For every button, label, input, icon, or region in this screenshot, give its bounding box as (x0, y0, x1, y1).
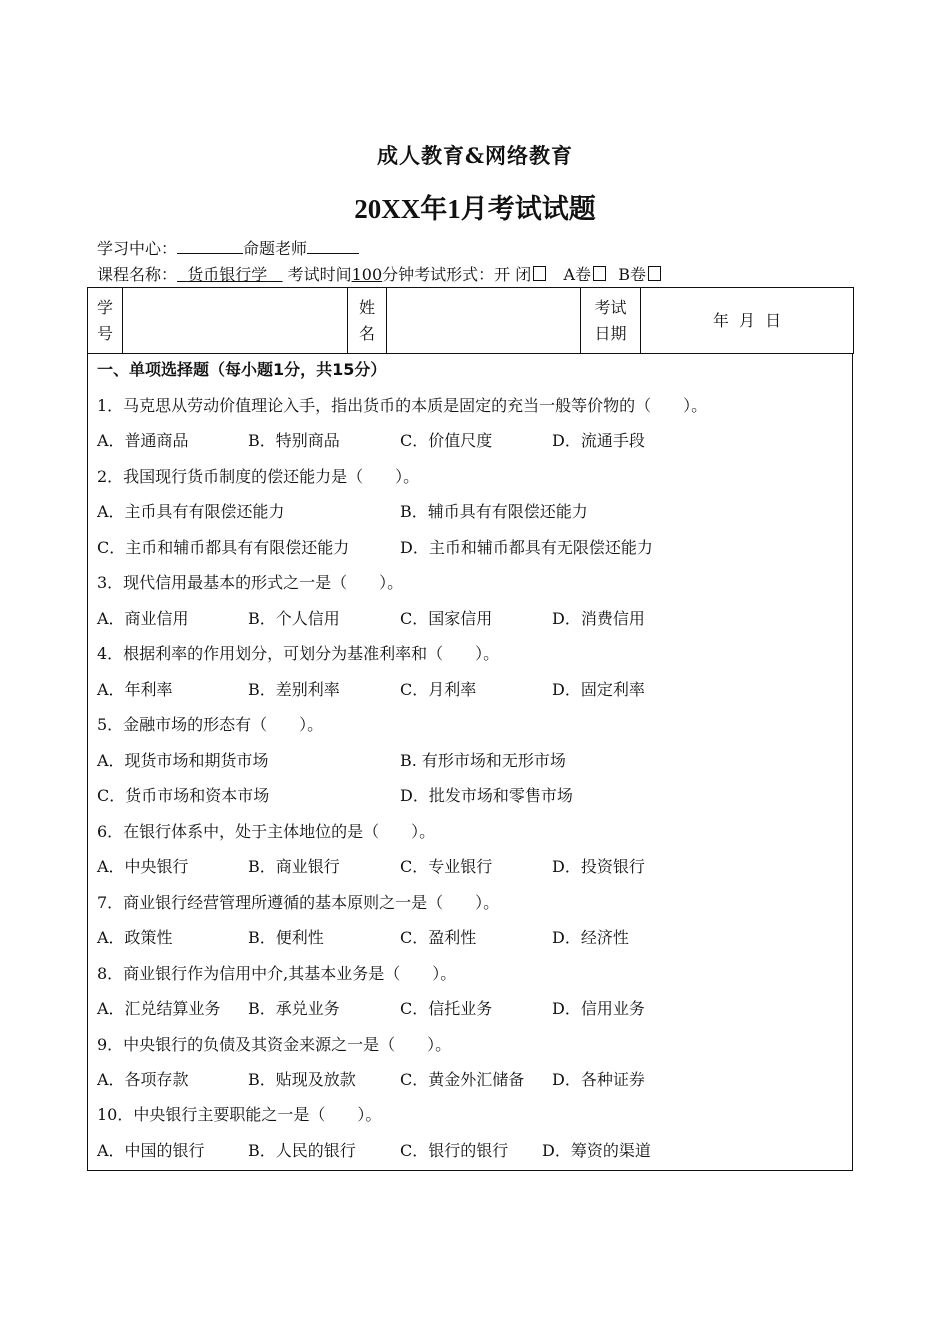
option-6d[interactable]: D．投资银行 (552, 857, 645, 876)
date-label-1: 考试 (594, 297, 627, 317)
paper-a-label: A卷 (563, 265, 592, 284)
option-10d[interactable]: D．筹资的渠道 (542, 1141, 651, 1160)
option-4d[interactable]: D．固定利率 (552, 680, 645, 699)
option-10b[interactable]: B．人民的银行 (248, 1141, 356, 1160)
option-3b[interactable]: B．个人信用 (248, 609, 340, 628)
date-value-cell[interactable] (641, 288, 854, 354)
question-8: 8．商业银行作为信用中介,其基本业务是（ ）。 (97, 964, 457, 983)
question-4: 4．根据利率的作用划分，可划分为基准利率和（ ）。 (97, 644, 500, 663)
option-1c[interactable]: C．价值尺度 (400, 431, 493, 450)
time-unit: 分钟考试形式：开 闭 (382, 265, 532, 284)
name-value-cell[interactable] (387, 288, 581, 354)
center-blank (177, 239, 243, 254)
option-6c[interactable]: C．专业银行 (400, 857, 493, 876)
option-9b[interactable]: B．贴现及放款 (248, 1070, 356, 1089)
option-9c[interactable]: C．黄金外汇储备 (400, 1070, 525, 1089)
option-2d[interactable]: D．主币和辅币都具有无限偿还能力 (400, 538, 653, 557)
meta-line-2 (97, 262, 663, 285)
paper-b-label: B卷 (618, 265, 646, 284)
teacher-blank (307, 239, 359, 254)
option-10c[interactable]: C．银行的银行 (400, 1141, 509, 1160)
option-9d[interactable]: D．各种证券 (552, 1070, 645, 1089)
time-value: 100 (351, 265, 383, 284)
option-2a[interactable]: A．主币具有有限偿还能力 (97, 502, 285, 521)
option-9a[interactable]: A．各项存款 (97, 1070, 189, 1089)
option-7d[interactable]: D．经济性 (552, 928, 629, 947)
option-4b[interactable]: B．差别利率 (248, 680, 340, 699)
id-label-1: 学 (96, 297, 113, 317)
question-3: 3．现代信用最基本的形式之一是（ ）。 (97, 573, 404, 592)
option-2b[interactable]: B．辅币具有有限偿还能力 (400, 502, 588, 521)
time-label: 考试时间 (287, 265, 352, 284)
option-1d[interactable]: D．流通手段 (552, 431, 645, 450)
question-2: 2．我国现行货币制度的偿还能力是（ ）。 (97, 467, 420, 486)
option-7b[interactable]: B．便利性 (248, 928, 324, 947)
option-5c[interactable]: C．货币市场和资本市场 (97, 786, 270, 805)
question-7: 7．商业银行经营管理所遵循的基本原则之一是（ ）。 (97, 893, 500, 912)
option-1b[interactable]: B．特别商品 (248, 431, 340, 450)
option-3a[interactable]: A．商业信用 (97, 609, 189, 628)
option-3c[interactable]: C．国家信用 (400, 609, 493, 628)
course-name-underlined (177, 265, 282, 284)
section-title: 一、单项选择题（每小题1分，共15分） (97, 360, 387, 379)
page-subtitle: 成人教育&网络教育 (377, 143, 573, 168)
option-5d[interactable]: D．批发市场和零售市场 (400, 786, 573, 805)
name-label-1: 姓 (358, 297, 375, 317)
option-8b[interactable]: B．承兑业务 (248, 999, 340, 1018)
course-name: 货币银行学 (187, 265, 268, 284)
option-5b[interactable]: B. 有形市场和无形市场 (400, 751, 566, 770)
date-label-cell (581, 288, 641, 354)
question-6: 6．在银行体系中，处于主体地位的是（ ）。 (97, 822, 436, 841)
course-label: 课程名称： (97, 265, 178, 284)
name-label-cell (348, 288, 387, 354)
option-6b[interactable]: B．商业银行 (248, 857, 340, 876)
closed-checkbox[interactable] (533, 266, 546, 281)
name-label-2: 名 (358, 323, 375, 343)
meta-line-1 (97, 236, 359, 259)
date-value: 年 月 日 (712, 310, 782, 330)
id-value-cell[interactable] (123, 288, 348, 354)
id-label-cell (88, 288, 123, 354)
id-label-2: 号 (96, 323, 113, 343)
option-4c[interactable]: C．月利率 (400, 680, 477, 699)
option-7c[interactable]: C．盈利性 (400, 928, 477, 947)
paper-b-checkbox[interactable] (648, 266, 661, 281)
date-label-2: 日期 (594, 323, 627, 343)
question-10: 10．中央银行主要职能之一是（ ）。 (97, 1105, 382, 1124)
option-6a[interactable]: A．中央银行 (97, 857, 189, 876)
option-7a[interactable]: A．政策性 (97, 928, 173, 947)
option-2c[interactable]: C．主币和辅币都具有有限偿还能力 (97, 538, 350, 557)
page-title: 20XX年1月考试试题 (354, 194, 596, 224)
center-label: 学习中心： (97, 239, 178, 258)
option-5a[interactable]: A．现货市场和期货市场 (97, 751, 269, 770)
student-info-table (87, 287, 854, 354)
option-8a[interactable]: A．汇兑结算业务 (97, 999, 221, 1018)
question-1: 1．马克思从劳动价值理论入手，指出货币的本质是固定的充当一般等价物的（ ）。 (97, 396, 708, 415)
paper-a-checkbox[interactable] (593, 266, 606, 281)
teacher-label: 命题老师 (243, 239, 308, 258)
option-3d[interactable]: D．消费信用 (552, 609, 645, 628)
question-9: 9．中央银行的负债及其资金来源之一是（ ）。 (97, 1035, 452, 1054)
option-8d[interactable]: D．信用业务 (552, 999, 645, 1018)
question-5: 5．金融市场的形态有（ ）。 (97, 715, 324, 734)
option-10a[interactable]: A．中国的银行 (97, 1141, 205, 1160)
option-4a[interactable]: A．年利率 (97, 680, 173, 699)
option-8c[interactable]: C．信托业务 (400, 999, 493, 1018)
option-1a[interactable]: A．普通商品 (97, 431, 189, 450)
